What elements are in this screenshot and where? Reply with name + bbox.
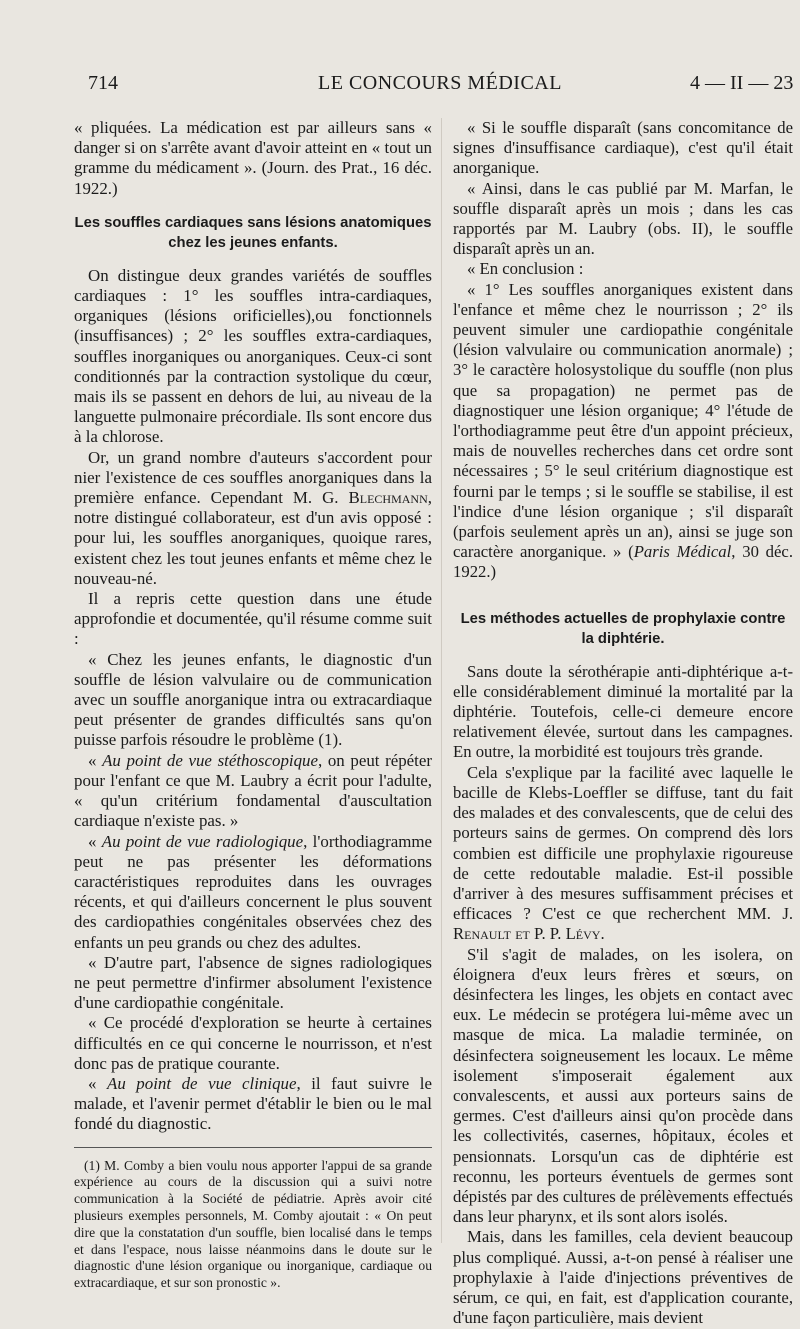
text-run: , il faut suivre le malade, et l'avenir permet d'établir le bien ou le mal fondé du diagnostic. xyxy=(74,1073,432,1134)
article-heading-diphterie xyxy=(453,609,793,649)
italic-run: Au point de vue clinique xyxy=(107,1073,297,1093)
paragraph xyxy=(74,832,432,953)
page-number: 714 xyxy=(88,72,118,94)
paragraph: On distingue deux grandes variétés de souffles cardiaques : 1° les souffles intra-cardiaques, organiques (lésions orificielles),ou fonctionnels (insuffisances) ; 2° les souffles extra-cardiaques, souffles inorganiques ou anorganiques. Ceux-ci sont conditionnés par la contraction systolique du cœur, mais ils se passent en dehors de lui, au niveau de la languette pulmonaire précordiale. Ils sont encore dus à la chlorose. xyxy=(74,265,432,447)
text-run: , 30 déc. 1922.) xyxy=(453,542,793,582)
paragraph xyxy=(74,1074,432,1135)
paragraph: « Si le souffle disparaît (sans concomitance de signes d'insuffisance cardiaque), c'est qu'il était anorganique. xyxy=(453,118,793,178)
text-run: « 1° Les souffles anorganiques existent dans l'enfance et même chez le nourrisson ; 2° ils peuvent simuler une cardiopathie congénitale (lésion valvulaire ou communication anormale) ; 3° le caractère holosystolique du souffle (non plus que sa propagation) ne permet pas de diagnostiquer une lésion organique; 4° l'étude de l'orthodiagramme peut être d'un appoint précieux, mais de nouvelles recherches dans cet ordre sont nécessaires ; 5° le seul critérium diagnostique est fourni par le temps ; si le souffle se stabilise, il est l'indice d'une lésion organique ; s'il disparaît (parfois seulement après un an), ainsi se juge son caractère anorganique. » ( xyxy=(453,279,793,562)
paragraph: Mais, dans les familles, cela devient beaucoup plus compliqué. Aussi, a-t-on pensé à réaliser une prophylaxie à l'aide d'injections préventives de sérum, ce qui, en fait, est d'application courante, d'une façon particulière, mais devient xyxy=(453,1227,793,1328)
text-run: « xyxy=(88,750,103,770)
footnote: (1) M. Comby a bien voulu nous apporter l'appui de sa grande expérience au cours de la discussion qui a suivi notre communication à la Société de pédiatrie. Après avoir cité plusieurs exemples personnels, M. Comby ajoutait : « On peut dire que la constatation d'un souffle, bien localisé dans le temps et dans l'espace, nous laisse néanmoins dans le doute sur le diagnostic d'une lésion organique ou inorganique, cardiaque ou extracardiaque, et sur son pronostic ». xyxy=(74,1157,432,1291)
text-run: , on peut répéter pour l'enfant ce que M. Laubry a écrit pour l'adulte, « qu'un critérium fondamental d'auscultation cardiaque n'existe pas. » xyxy=(74,750,432,831)
right-column xyxy=(453,118,793,1328)
text-run: . xyxy=(600,924,605,944)
heading-line: Les souffles cardiaques sans lésions anatomiques xyxy=(74,214,432,231)
heading-line: la diphtérie. xyxy=(581,630,665,647)
heading-line: Les méthodes actuelles de prophylaxie contre xyxy=(460,610,786,627)
paragraph: « En conclusion : xyxy=(467,259,584,279)
paragraph: « Chez les jeunes enfants, le diagnostic d'un souffle de lésion valvulaire ou de communication avec un souffle anorganique intra ou extracardiaque peut présenter de grandes difficultés sans qu'on puisse parfois résoudre le problème (1). xyxy=(74,649,432,750)
footnote-rule xyxy=(74,1147,432,1148)
text-run: Cela s'explique par la facilité avec laquelle le bacille de Klebs-Loeffler se diffuse, tant du fait des malades et des convalescents, que de celui des porteurs sains de germes. On comprend dès lors combien est difficile une prophylaxie rigoureuse de cette redoutable maladie. Est-il possible d'arriver à des mesures suffisamment précises et efficaces ? C'est ce que recherchent MM. xyxy=(453,762,793,924)
paragraph xyxy=(453,763,793,945)
article-heading-souffles xyxy=(74,213,432,253)
author-names: J. Renault et P. P. Lévy xyxy=(453,904,793,944)
paragraph xyxy=(453,280,793,583)
paragraph-continuation: « pliquées. La médication est par ailleurs sans « danger si on s'arrête avant d'avoir atteint en « tout un gramme du médicament ». (Journ. des Prat., 16 déc. 1922.) xyxy=(74,118,432,198)
text-run: Or, un grand nombre d'auteurs s'accordent pour nier l'existence de ces souffles anorganiques dans la première enfance. Cependant M. G. xyxy=(74,447,432,508)
text-run: , notre distingué collaborateur, est d'un avis opposé : pour lui, les souffles anorganiques, quoique rares, existent chez les tout jeunes enfants et même chez le nouveau-né. xyxy=(74,488,432,588)
paragraph: S'il s'agit de malades, on les isolera, on éloignera d'eux leurs frères et sœurs, on désinfectera les linges, les objets en contact avec eux. Le médecin se protégera lui-même avec un masque de mica. La maladie terminée, on désinfectera soigneusement les locaux. Le même isolement s'imposerait également aux convalescents, et aussi aux porteurs sains de germes. C'est d'ailleurs ainsi qu'on procède dans les collectivités, casernes, hôpitaux, écoles et pensionnats. Lorsqu'un cas de diphtérie est reconnu, les porteurs éventuels de germes sont dépistés par des cultures de prélèvements effectués dans leur pharynx, et ils sont alors isolés. xyxy=(453,944,793,1227)
journal-title: LE CONCOURS MÉDICAL xyxy=(318,72,562,94)
author-name: Blechmann xyxy=(348,488,428,508)
italic-run: Paris Médical xyxy=(633,542,732,562)
italic-run: Au point de vue stéthoscopique xyxy=(102,750,318,770)
paragraph: « D'autre part, l'absence de signes radiologiques ne peut permettre d'infirmer absolument l'existence d'une cardiopathie congénitale. xyxy=(74,952,432,1013)
paragraph xyxy=(74,448,432,589)
paragraph: Il a repris cette question dans une étude approfondie et documentée, qu'il résume comme suit : xyxy=(74,589,432,649)
heading-line: chez les jeunes enfants. xyxy=(168,234,338,251)
paragraph xyxy=(74,751,432,832)
column-gutter xyxy=(441,118,442,1243)
running-header xyxy=(0,72,800,100)
issue-date: 4 — II — 23 xyxy=(690,72,794,94)
paragraph: « Ce procédé d'exploration se heurte à certaines difficultés en ce qui concerne le nourrisson, et n'est donc pas de pratique courante. xyxy=(74,1013,432,1073)
text-run: « xyxy=(88,831,102,851)
paragraph: « Ainsi, dans le cas publié par M. Marfan, le souffle disparaît après un mois ; dans les cas rapportés par M. Laubry (obs. II), le souffle disparaît après un an. xyxy=(453,178,793,259)
italic-run: Au point de vue radiologique xyxy=(101,831,304,851)
paragraph: Sans doute la sérothérapie anti-diphtérique a-t-elle considérablement diminué la mortalité par la diphtérie. Toutefois, celle-ci demeure encore relativement élevée, surtout dans les campagnes. En outre, la morbidité est toujours très grande. xyxy=(453,661,793,762)
text-run: , l'orthodiagramme peut ne pas présenter les déformations caractéristiques reproduites dans les ouvrages récents, et qui d'ailleurs concernent le plus souvent des cardiopathies congénitales observées chez des enfants un peu grands ou chez des adultes. xyxy=(74,831,432,952)
text-run: « xyxy=(88,1073,107,1093)
left-column xyxy=(74,118,432,1292)
